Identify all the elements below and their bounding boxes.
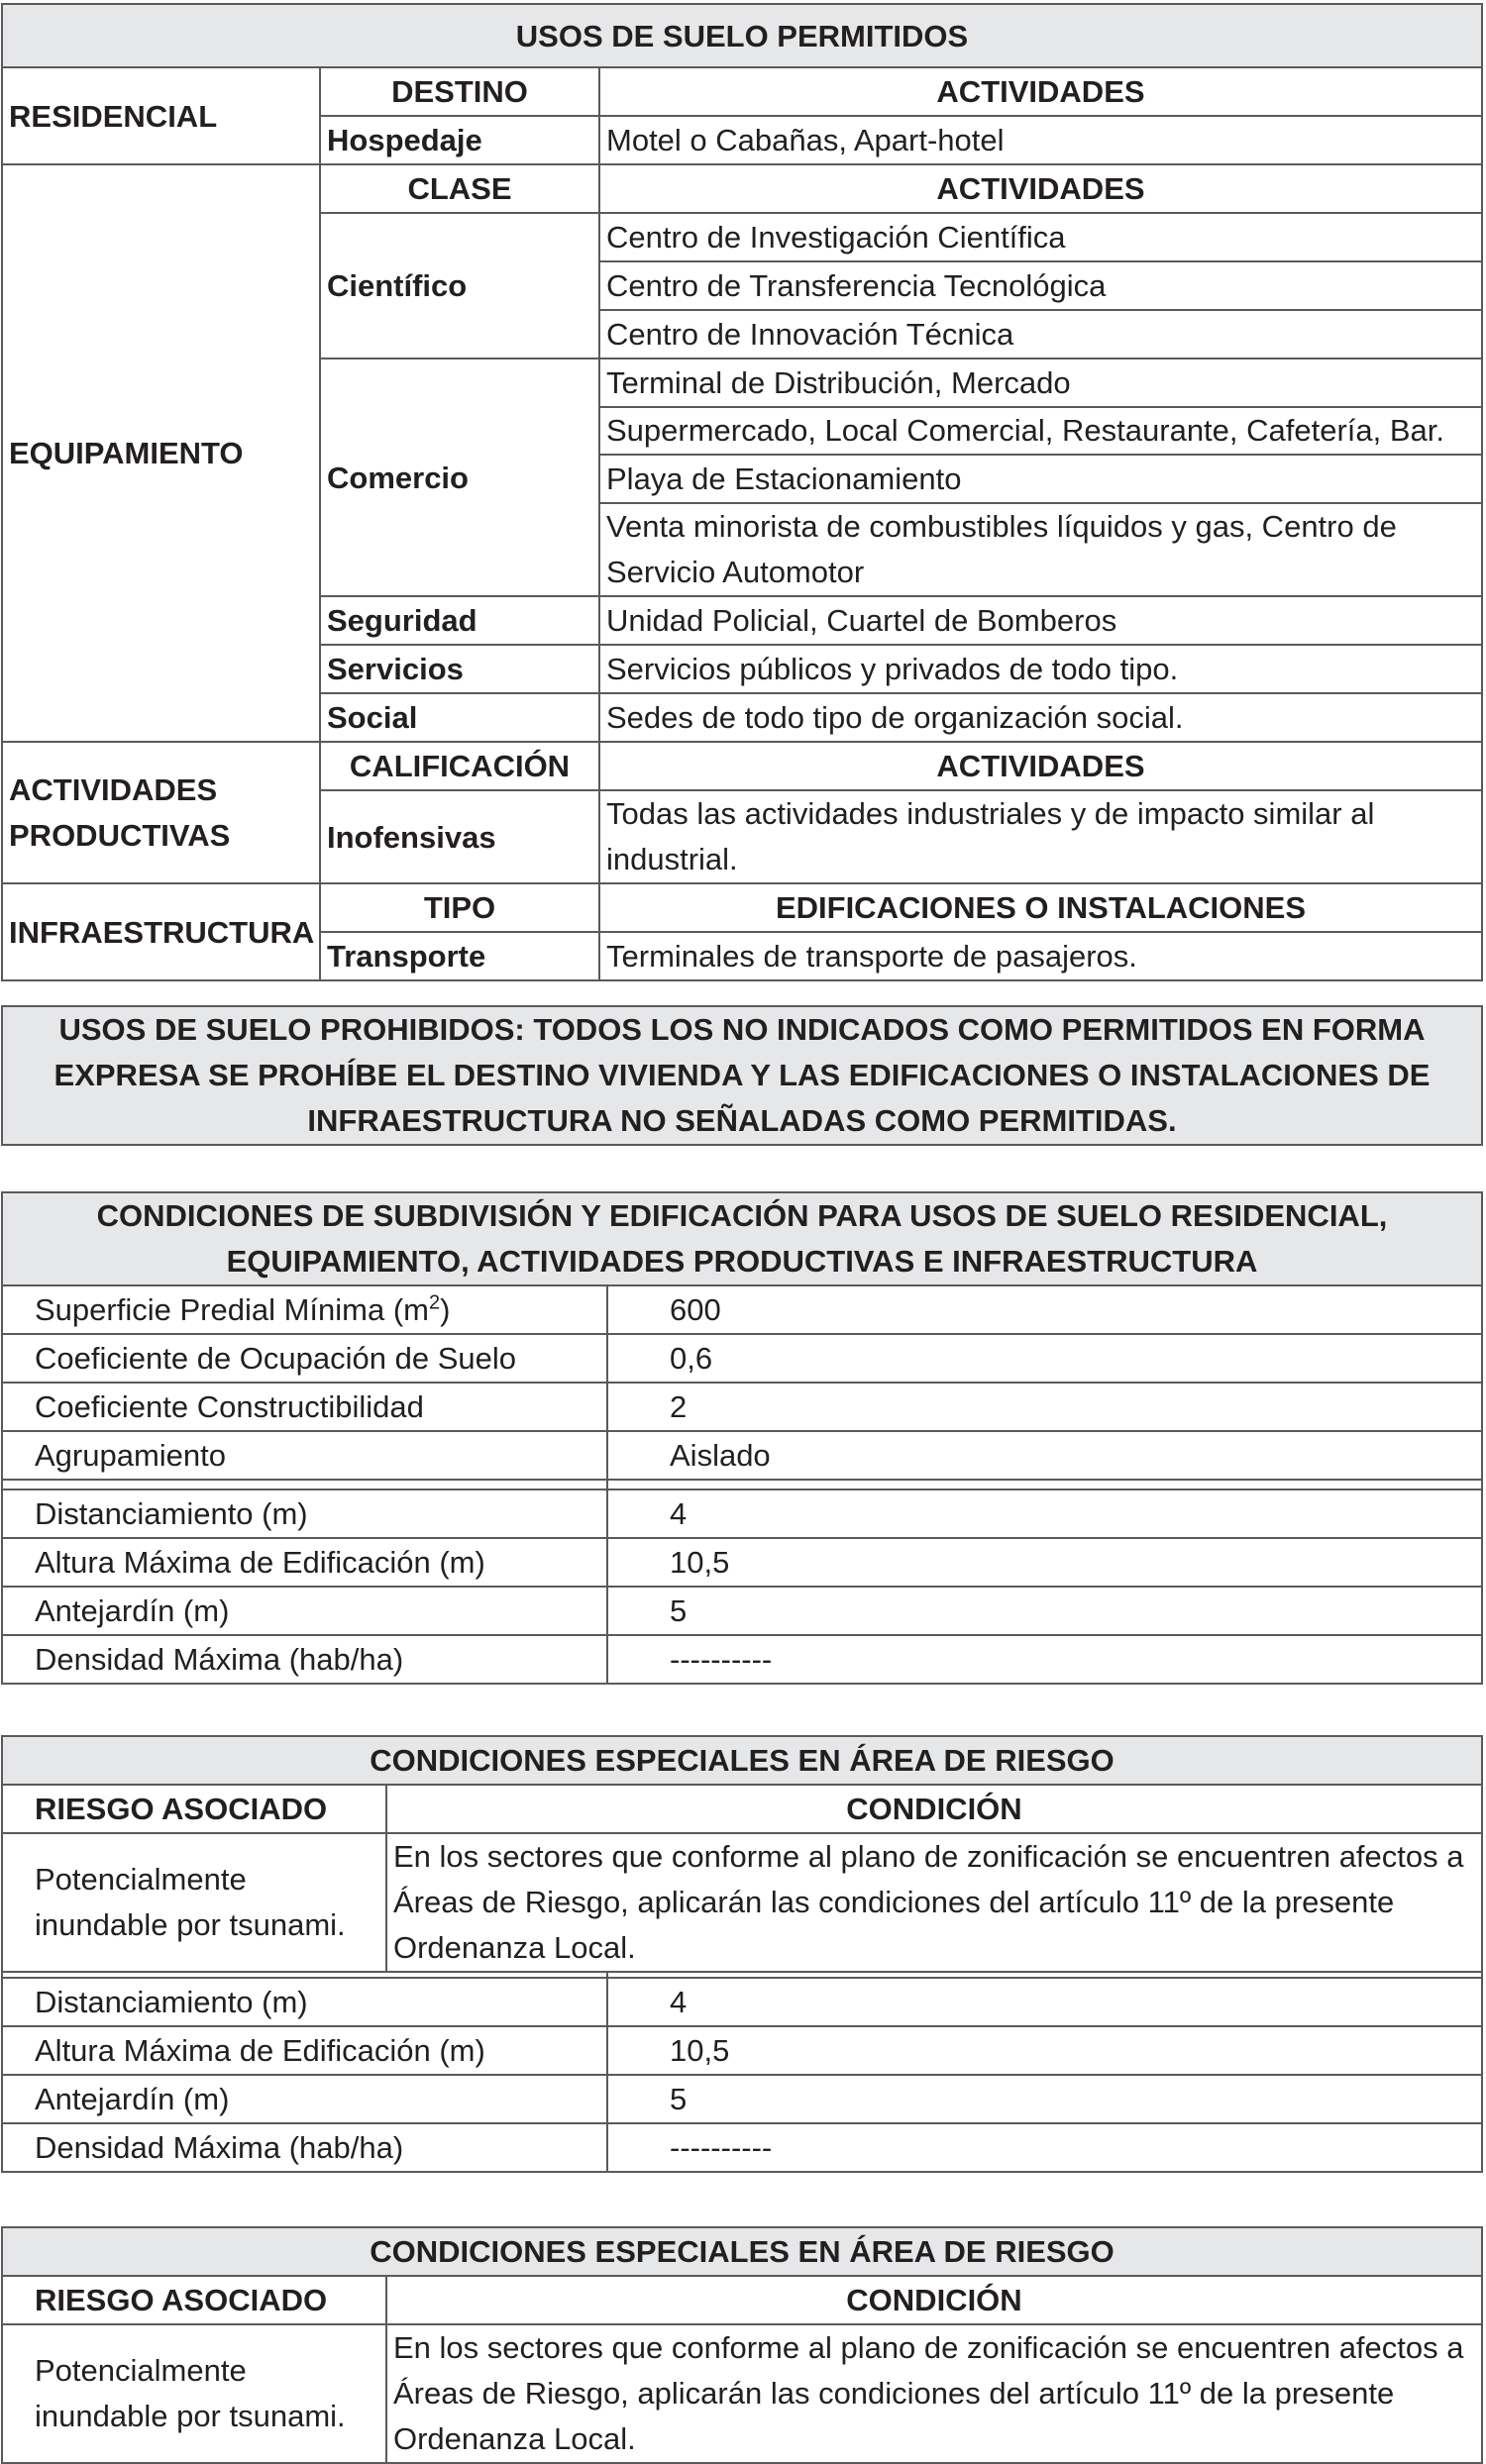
condition-value: 5 [607, 2075, 1482, 2123]
condition-label: Altura Máxima de Edificación (m) [2, 2026, 607, 2075]
prohibited-uses-banner [1, 1005, 1483, 1146]
clase-comercio: Comercio [320, 359, 599, 596]
permitted-uses-title: USOS DE SUELO PERMITIDOS [2, 4, 1482, 67]
column-header-calificacion: CALIFICACIÓN [320, 742, 599, 790]
actividades-cell: Unidad Policial, Cuartel de Bomberos [599, 596, 1482, 645]
actividades-cell: Sedes de todo tipo de organización social. [599, 693, 1482, 742]
condition-value: 2 [607, 1383, 1482, 1431]
condition-value: 4 [607, 1489, 1482, 1538]
clase-servicios: Servicios [320, 645, 599, 693]
category-infraestructura: INFRAESTRUCTURA [2, 883, 320, 980]
condition-label: Densidad Máxima (hab/ha) [2, 2123, 607, 2172]
edificaciones-cell: Terminales de transporte de pasajeros. [599, 932, 1482, 980]
column-header-destino: DESTINO [320, 67, 599, 116]
condition-value: ---------- [607, 1635, 1482, 1684]
column-header-condicion: CONDICIÓN [386, 1785, 1482, 1833]
condition-value: 600 [607, 1285, 1482, 1334]
column-header-actividades: ACTIVIDADES [599, 164, 1482, 213]
column-header-actividades: ACTIVIDADES [599, 742, 1482, 790]
actividades-cell: Motel o Cabañas, Apart-hotel [599, 116, 1482, 164]
condition-value: Aislado [607, 1431, 1482, 1480]
column-header-edificaciones: EDIFICACIONES O INSTALACIONES [599, 883, 1482, 932]
condition-label: Antejardín (m) [2, 2075, 607, 2123]
condition-label: Agrupamiento [2, 1431, 607, 1480]
table-row [2, 1538, 1482, 1587]
calificacion-inofensivas: Inofensivas [320, 790, 599, 883]
column-header-clase: CLASE [320, 164, 599, 213]
risk-area-table-2 [1, 2226, 1483, 2464]
category-residencial: RESIDENCIAL [2, 67, 320, 164]
actividades-cell: Terminal de Distribución, Mercado [599, 359, 1482, 407]
gap-cell [2, 1480, 607, 1489]
column-header-actividades: ACTIVIDADES [599, 67, 1482, 116]
category-equipamiento: EQUIPAMIENTO [2, 164, 320, 742]
condition-label: Distanciamiento (m) [2, 1489, 607, 1538]
condition-value: 10,5 [607, 1538, 1482, 1587]
clase-seguridad: Seguridad [320, 596, 599, 645]
table-row [2, 1383, 1482, 1431]
column-header-condicion: CONDICIÓN [386, 2276, 1482, 2324]
permitted-uses-table [1, 3, 1483, 981]
actividades-cell: Centro de Transferencia Tecnológica [599, 261, 1482, 310]
actividades-cell: Venta minorista de combustibles líquidos y gas, Centro de Servicio Automotor [599, 503, 1482, 596]
table-row [2, 2026, 1482, 2075]
superficie-close: ) [440, 1292, 451, 1327]
condition-label: Coeficiente Constructibilidad [2, 1383, 607, 1431]
tipo-transporte: Transporte [320, 932, 599, 980]
table-row [2, 1978, 1482, 2026]
actividades-cell: Supermercado, Local Comercial, Restaurante, Cafetería, Bar. [599, 407, 1482, 455]
condition-label [2, 1285, 607, 1334]
condition-value: 5 [607, 1587, 1482, 1635]
clase-cientifico: Científico [320, 213, 599, 359]
prohibited-uses-text: USOS DE SUELO PROHIBIDOS: TODOS LOS NO INDICADOS COMO PERMITIDOS EN FORMA EXPRESA SE PROHÍBE EL DESTINO VIVIENDA Y LAS EDIFICACIONES O INSTALACIONES DE INFRAESTRUCTURA NO SEÑALADAS COMO PERMITIDAS. [2, 1006, 1482, 1145]
table-row [2, 1489, 1482, 1538]
risk-area-table-1 [1, 1735, 1483, 2173]
actividades-cell: Playa de Estacionamiento [599, 455, 1482, 503]
table-row [2, 2075, 1482, 2123]
column-header-riesgo: RIESGO ASOCIADO [2, 1785, 386, 1833]
subdivision-conditions-table [1, 1191, 1483, 1685]
actividades-cell: Servicios públicos y privados de todo tipo. [599, 645, 1482, 693]
gap-cell [607, 1480, 1482, 1489]
table-row [2, 1334, 1482, 1383]
superficie-label-text: Superficie Predial Mínima (m [35, 1292, 429, 1327]
condition-value: 10,5 [607, 2026, 1482, 2075]
category-actividades-productivas: ACTIVIDADES PRODUCTIVAS [2, 742, 320, 883]
risk-cell: Potencialmente inundable por tsunami. [2, 1833, 386, 1972]
table-row [2, 1431, 1482, 1480]
destino-cell: Hospedaje [320, 116, 599, 164]
table-row [2, 2123, 1482, 2172]
table-row [2, 1635, 1482, 1684]
clipped-row [2, 1480, 1482, 1489]
condition-label: Coeficiente de Ocupación de Suelo [2, 1334, 607, 1383]
risk-area-title: CONDICIONES ESPECIALES EN ÁREA DE RIESGO [2, 1736, 1482, 1785]
risk-area-title: CONDICIONES ESPECIALES EN ÁREA DE RIESGO [2, 2227, 1482, 2276]
condition-value: 4 [607, 1978, 1482, 2026]
actividades-cell: Centro de Investigación Científica [599, 213, 1482, 261]
condition-label: Antejardín (m) [2, 1587, 607, 1635]
column-header-riesgo: RIESGO ASOCIADO [2, 2276, 386, 2324]
table-row [2, 1285, 1482, 1334]
condition-value: 0,6 [607, 1334, 1482, 1383]
column-header-tipo: TIPO [320, 883, 599, 932]
condition-value: ---------- [607, 2123, 1482, 2172]
actividades-cell: Centro de Innovación Técnica [599, 310, 1482, 359]
risk-cell: Potencialmente inundable por tsunami. [2, 2324, 386, 2463]
condition-label: Altura Máxima de Edificación (m) [2, 1538, 607, 1587]
clase-social: Social [320, 693, 599, 742]
subdivision-title: CONDICIONES DE SUBDIVISIÓN Y EDIFICACIÓN PARA USOS DE SUELO RESIDENCIAL, EQUIPAMIENTO, ACTIVIDADES PRODUCTIVAS E INFRAESTRUCTURA [2, 1192, 1482, 1285]
condition-cell: En los sectores que conforme al plano de zonificación se encuentren afectos a Áreas de Riesgo, aplicarán las condiciones del artículo 11º de la presente Ordenanza Local. [386, 1833, 1482, 1972]
condition-cell: En los sectores que conforme al plano de zonificación se encuentren afectos a Áreas de Riesgo, aplicarán las condiciones del artículo 11º de la presente Ordenanza Local. [386, 2324, 1482, 2463]
actividades-cell: Todas las actividades industriales y de impacto similar al industrial. [599, 790, 1482, 883]
condition-label: Densidad Máxima (hab/ha) [2, 1635, 607, 1684]
condition-label: Distanciamiento (m) [2, 1978, 607, 2026]
table-row [2, 1587, 1482, 1635]
superscript: 2 [428, 1291, 441, 1314]
